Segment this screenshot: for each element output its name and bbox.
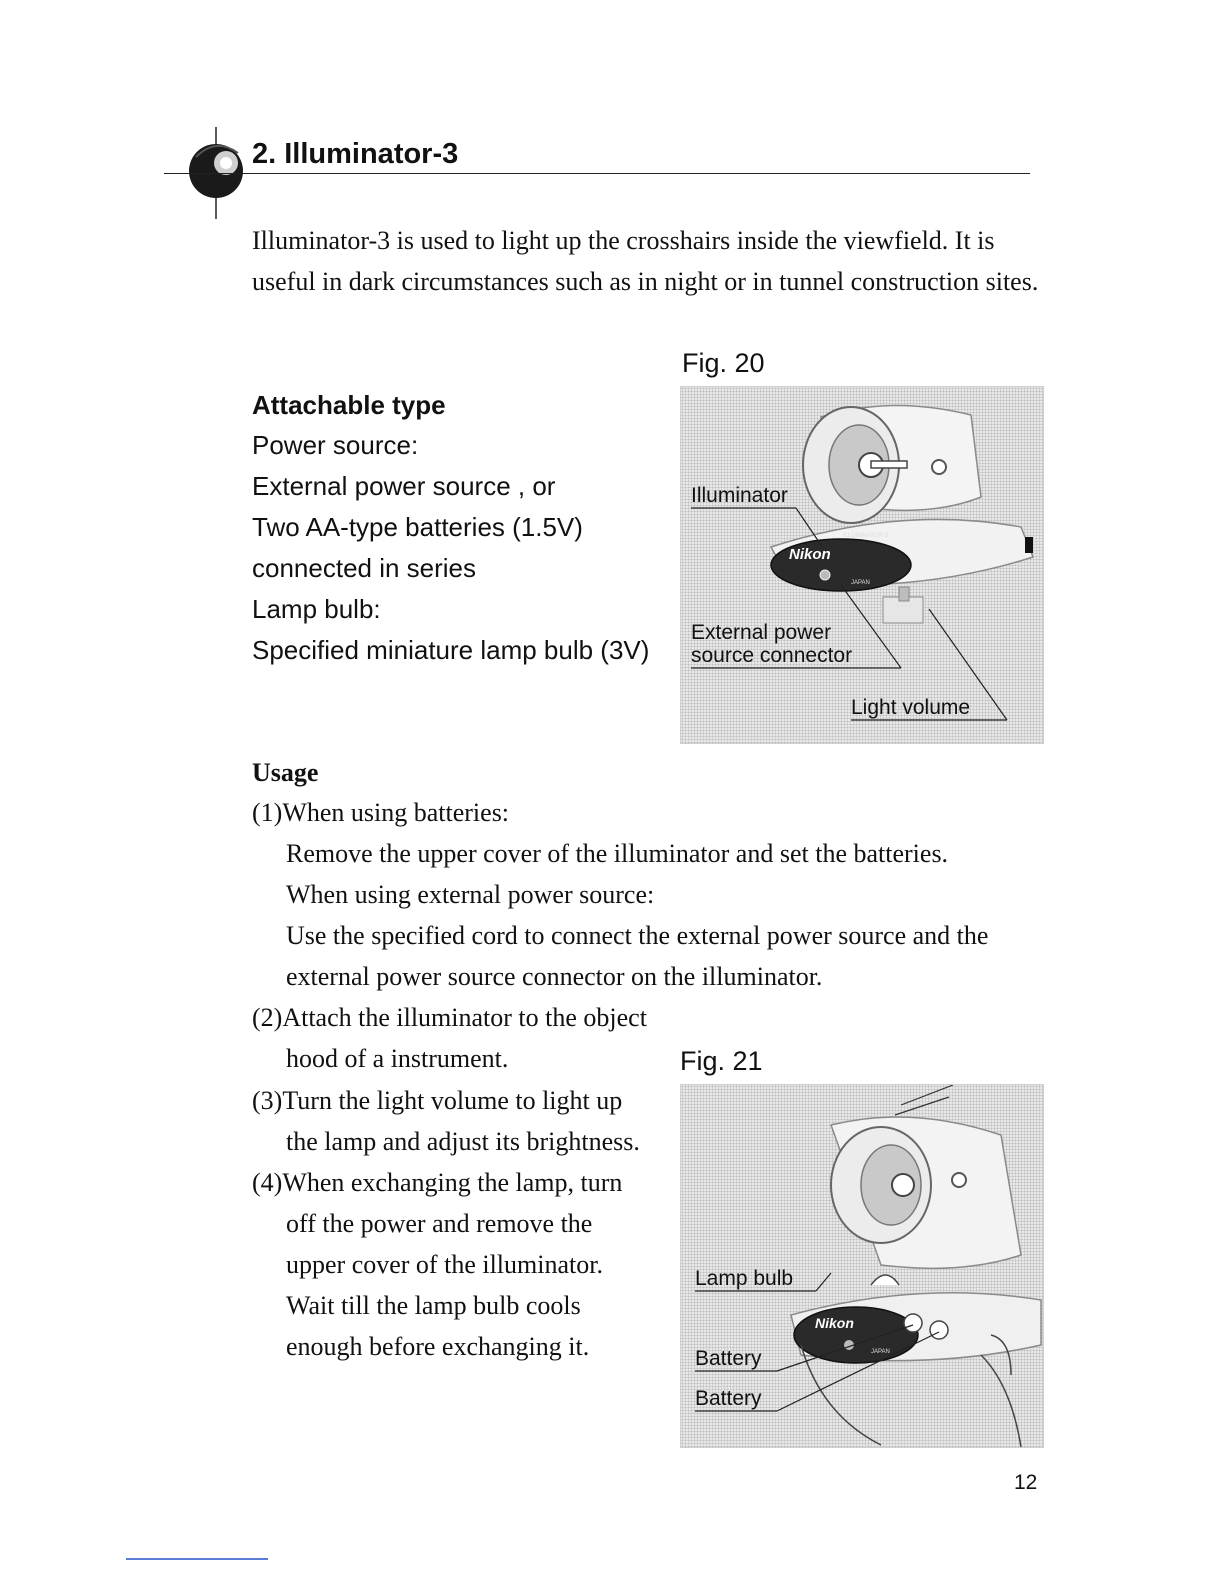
spec-line: Two AA-type batteries (1.5V) xyxy=(252,512,583,542)
page-number: 12 xyxy=(1014,1471,1038,1494)
usage-step-line: Remove the upper cover of the illuminator and set the batteries. xyxy=(286,839,949,868)
callout-external-power-1: External power xyxy=(691,621,832,644)
callout-illuminator: Illuminator xyxy=(691,484,788,507)
usage-step-line: upper cover of the illuminator. xyxy=(286,1250,603,1279)
callout-lamp-bulb: Lamp bulb xyxy=(695,1267,794,1290)
bottom-link-underline xyxy=(126,1558,268,1560)
fig21-brand-text: Nikon xyxy=(815,1315,854,1331)
usage-step-line: off the power and remove the xyxy=(286,1209,593,1238)
usage-step-line: the lamp and adjust its brightness. xyxy=(286,1127,640,1156)
fig21-country-text: JAPAN xyxy=(871,1349,890,1355)
spec-line: Power source: xyxy=(252,430,419,460)
fig21-illustration xyxy=(680,1084,1044,1448)
usage-step-line: (2)Attach the illuminator to the object xyxy=(252,1003,647,1032)
usage-step-line: enough before exchanging it. xyxy=(286,1332,590,1361)
callout-battery-1: Battery xyxy=(695,1347,762,1370)
usage-step-line: (1)When using batteries: xyxy=(252,798,510,827)
callout-external-power-2: source connector xyxy=(691,644,853,667)
usage-step-line: Wait till the lamp bulb cools xyxy=(286,1291,581,1320)
callout-battery-2: Battery xyxy=(695,1387,762,1410)
spec-line: Specified miniature lamp bulb (3V) xyxy=(252,635,650,665)
callout-light-volume: Light volume xyxy=(851,696,971,719)
spec-line: connected in series xyxy=(252,553,477,583)
usage-step-line: external power source connector on the illuminator. xyxy=(286,962,823,991)
usage-step-line: (4)When exchanging the lamp, turn xyxy=(252,1168,623,1197)
intro-paragraph: Illuminator-3 is used to light up the crosshairs inside the viewfield. It is useful in dark circumstances such as in night or in tunnel construction sites. xyxy=(252,226,1039,296)
usage-step-line: When using external power source: xyxy=(286,880,655,909)
spec-line: External power source , or xyxy=(252,471,556,501)
heading-divider xyxy=(164,173,1030,174)
usage-heading: Usage xyxy=(252,758,319,787)
fig20-country-text: JAPAN xyxy=(851,580,870,586)
illuminator-drawing xyxy=(681,387,1043,743)
usage-step-line: Use the specified cord to connect the external power source and the xyxy=(286,921,989,950)
fig20-model-text: ILLUMINATOR-3 xyxy=(843,533,889,539)
attachable-type-heading: Attachable type xyxy=(252,390,446,420)
usage-step-line: (3)Turn the light volume to light up xyxy=(252,1086,623,1115)
section-title: 2. Illuminator-3 xyxy=(252,138,459,170)
spec-line: Lamp bulb: xyxy=(252,594,381,624)
fig20-illustration xyxy=(680,386,1044,744)
fig21-label: Fig. 21 xyxy=(680,1046,763,1076)
fig20-label: Fig. 20 xyxy=(682,348,765,378)
usage-step-line: hood of a instrument. xyxy=(286,1044,509,1073)
fig20-brand-text: Nikon xyxy=(789,546,831,563)
